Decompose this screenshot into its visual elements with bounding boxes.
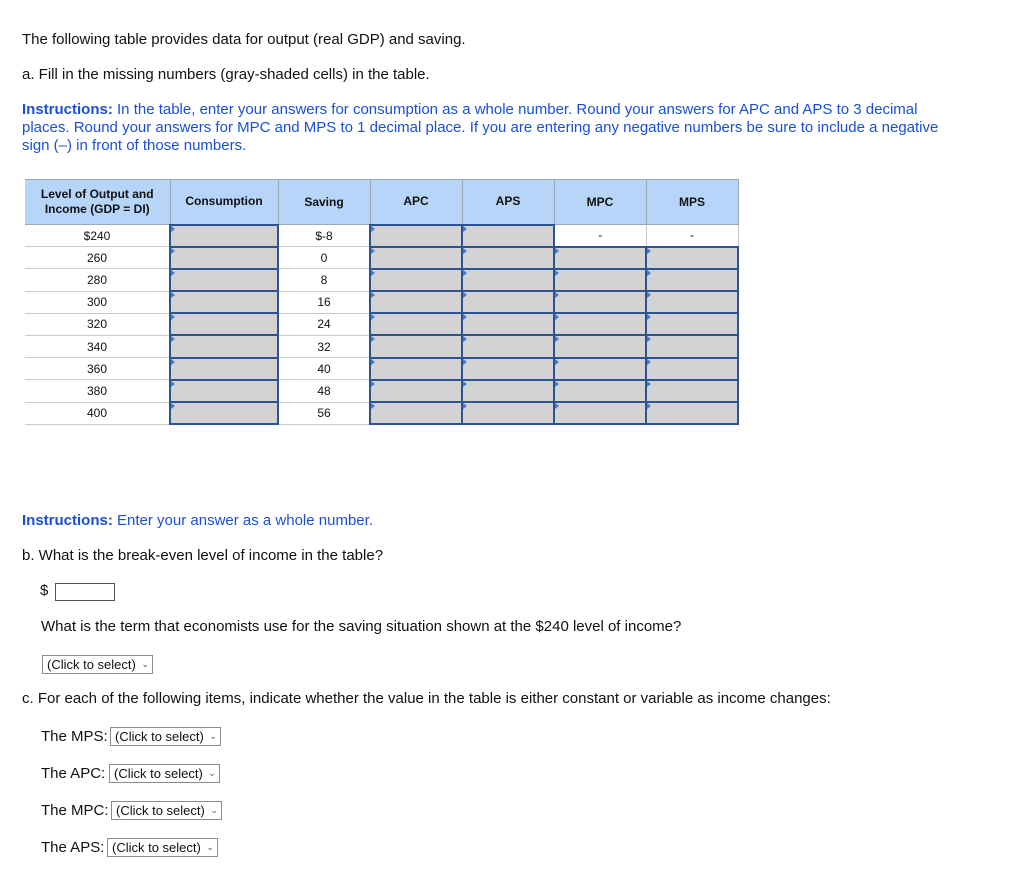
apc-select[interactable]	[109, 764, 220, 783]
level-cell: 380	[25, 380, 170, 402]
aps-input[interactable]	[462, 269, 554, 291]
saving-cell: 56	[278, 402, 370, 424]
header-aps: APS	[462, 180, 554, 225]
consumption-input[interactable]	[170, 247, 278, 269]
header-level: Level of Output and Income (GDP = DI)	[25, 180, 170, 225]
saving-cell: 40	[278, 358, 370, 380]
header-mpc: MPC	[554, 180, 646, 225]
apc-input[interactable]	[370, 291, 462, 313]
level-cell: $240	[25, 225, 170, 247]
table-row	[25, 402, 738, 424]
mpc-input[interactable]	[554, 358, 646, 380]
table-row	[25, 269, 738, 291]
part-c-prompt: c. For each of the following items, indicate whether the value in the table is either constant or variable as income changes:	[22, 690, 831, 707]
term-select[interactable]	[42, 655, 153, 674]
mpc-input[interactable]	[554, 335, 646, 357]
term-select-label: (Click to select)	[47, 657, 136, 672]
chevron-down-icon: ⌄	[210, 805, 218, 815]
table-row	[25, 247, 738, 269]
gdp-saving-table	[25, 179, 739, 425]
level-cell: 260	[25, 247, 170, 269]
consumption-input[interactable]	[170, 358, 278, 380]
mpc-dash: -	[554, 225, 646, 247]
mps-input[interactable]	[646, 335, 738, 357]
table-row	[25, 291, 738, 313]
chevron-down-icon: ⌄	[208, 768, 216, 778]
instructions-b-label: Instructions:	[22, 512, 113, 529]
mpc-label: The MPC:	[41, 802, 109, 819]
apc-select-label: (Click to select)	[114, 766, 203, 781]
instructions-b-text: Enter your answer as a whole number.	[112, 512, 373, 529]
level-cell: 280	[25, 269, 170, 291]
mps-label: The MPS:	[41, 728, 108, 745]
aps-select-label: (Click to select)	[112, 840, 201, 855]
level-cell: 340	[25, 335, 170, 357]
aps-input[interactable]	[462, 402, 554, 424]
chevron-down-icon: ⌄	[206, 842, 214, 852]
intro-text: The following table provides data for output (real GDP) and saving.	[22, 31, 466, 48]
header-consumption: Consumption	[170, 180, 278, 225]
aps-input[interactable]	[462, 313, 554, 335]
instructions-a	[22, 101, 952, 155]
level-cell: 300	[25, 291, 170, 313]
consumption-input[interactable]	[170, 313, 278, 335]
apc-input[interactable]	[370, 269, 462, 291]
header-apc: APC	[370, 180, 462, 225]
mps-dash: -	[646, 225, 738, 247]
chevron-down-icon: ⌄	[209, 731, 217, 741]
consumption-input[interactable]	[170, 380, 278, 402]
table-row	[25, 225, 738, 247]
apc-input[interactable]	[370, 335, 462, 357]
aps-input[interactable]	[462, 291, 554, 313]
aps-input[interactable]	[462, 247, 554, 269]
apc-input[interactable]	[370, 225, 462, 247]
aps-label: The APS:	[41, 839, 105, 856]
apc-input[interactable]	[370, 313, 462, 335]
aps-select[interactable]	[107, 838, 218, 857]
saving-cell: 48	[278, 380, 370, 402]
table-row	[25, 335, 738, 357]
saving-cell: 8	[278, 269, 370, 291]
apc-label: The APC:	[41, 765, 106, 782]
dollar-sign: $	[40, 582, 49, 599]
apc-input[interactable]	[370, 247, 462, 269]
consumption-input[interactable]	[170, 402, 278, 424]
saving-cell: 32	[278, 335, 370, 357]
mps-input[interactable]	[646, 269, 738, 291]
saving-cell: 16	[278, 291, 370, 313]
aps-input[interactable]	[462, 225, 554, 247]
consumption-input[interactable]	[170, 269, 278, 291]
saving-cell: 24	[278, 313, 370, 335]
mpc-select[interactable]	[111, 801, 222, 820]
saving-cell: 0	[278, 247, 370, 269]
table-header-row	[25, 180, 738, 225]
level-cell: 320	[25, 313, 170, 335]
instructions-b	[22, 512, 373, 530]
table-row	[25, 380, 738, 402]
apc-input[interactable]	[370, 402, 462, 424]
apc-input[interactable]	[370, 380, 462, 402]
mps-select[interactable]	[110, 727, 221, 746]
term-question: What is the term that economists use for the saving situation shown at the $240 level of income?	[41, 618, 682, 635]
header-mps: MPS	[646, 180, 738, 225]
instructions-a-text: In the table, enter your answers for consumption as a whole number. Round your answers for APC and APS to 3 decimal places. Round your answers for MPC and MPS to 1 decimal place. If you are entering any negative numbers be sure to include a negative sign (–) in front of those numbers.	[22, 101, 939, 154]
mps-input[interactable]	[646, 402, 738, 424]
part-a-prompt: a. Fill in the missing numbers (gray-shaded cells) in the table.	[22, 66, 430, 83]
aps-input[interactable]	[462, 335, 554, 357]
level-cell: 400	[25, 402, 170, 424]
mps-select-label: (Click to select)	[115, 729, 204, 744]
aps-input[interactable]	[462, 358, 554, 380]
mpc-input[interactable]	[554, 269, 646, 291]
chevron-down-icon: ⌄	[141, 659, 149, 669]
mps-input[interactable]	[646, 247, 738, 269]
break-even-input[interactable]	[55, 583, 115, 601]
mpc-input[interactable]	[554, 313, 646, 335]
instructions-a-label: Instructions:	[22, 101, 113, 118]
level-cell: 360	[25, 358, 170, 380]
apc-input[interactable]	[370, 358, 462, 380]
saving-cell: $-8	[278, 225, 370, 247]
mpc-select-label: (Click to select)	[116, 803, 205, 818]
mps-input[interactable]	[646, 380, 738, 402]
consumption-input[interactable]	[170, 225, 278, 247]
table-row	[25, 358, 738, 380]
consumption-input[interactable]	[170, 335, 278, 357]
mps-input[interactable]	[646, 291, 738, 313]
header-saving: Saving	[278, 180, 370, 225]
mps-input[interactable]	[646, 358, 738, 380]
mpc-input[interactable]	[554, 247, 646, 269]
aps-input[interactable]	[462, 380, 554, 402]
mpc-input[interactable]	[554, 402, 646, 424]
table-row	[25, 313, 738, 335]
mpc-input[interactable]	[554, 380, 646, 402]
mps-input[interactable]	[646, 313, 738, 335]
part-b-prompt: b. What is the break-even level of income in the table?	[22, 547, 384, 564]
mpc-input[interactable]	[554, 291, 646, 313]
consumption-input[interactable]	[170, 291, 278, 313]
